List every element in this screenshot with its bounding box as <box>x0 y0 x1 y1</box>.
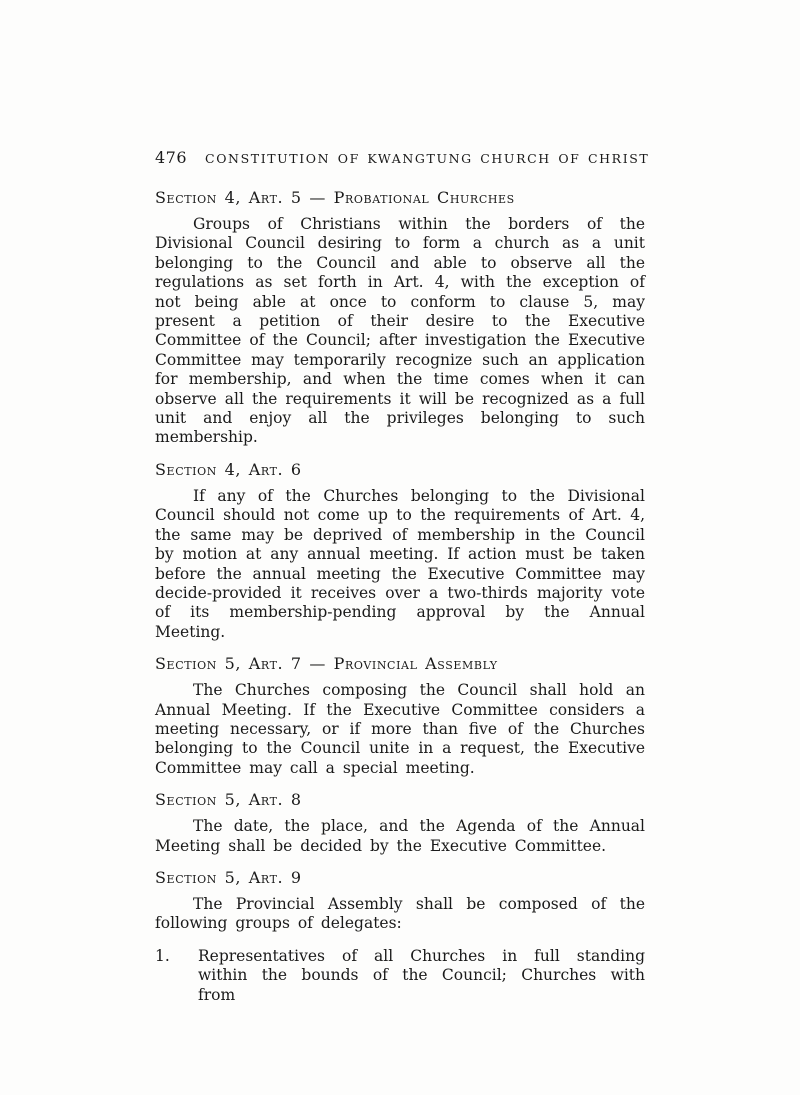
running-head <box>155 148 650 167</box>
section-5-art-9 <box>155 868 645 1005</box>
list-item-text: Representatives of all Churches in full standing within the bounds of the Council; Churches with from <box>198 946 645 1004</box>
section-4-art-6 <box>155 460 645 642</box>
section-5-art-8 <box>155 790 645 856</box>
section-5-art-7 <box>155 654 645 778</box>
list-item-number: 1. <box>155 946 170 965</box>
paragraph: The date, the place, and the Agenda of the Annual Meeting shall be decided by the Executive Committee. <box>155 817 645 855</box>
section-heading: Section 4, Art. 6 <box>155 459 302 479</box>
paragraph: The Provincial Assembly shall be composed of the following groups of delegates: <box>155 894 645 933</box>
section-4-art-5 <box>155 188 645 448</box>
running-title: CONSTITUTION OF KWANGTUNG CHURCH OF CHRIST <box>205 151 650 166</box>
page-number: 476 <box>155 148 188 167</box>
paragraph: If any of the Churches belonging to the Divisional Council should not come up to the requirements of Art. 4, the same may be deprived of membership in the Council by motion at any annual meeting. If action must be taken before the annual meeting the Executive Committee may decide-provided it receives over a two-thirds majority vote of its membership-pending approval by the Annual Meeting. <box>155 486 645 641</box>
section-heading: Section 5, Art. 7 — Provincial Assembly <box>155 654 498 674</box>
section-heading: Section 5, Art. 8 <box>155 790 302 810</box>
section-heading: Section 4, Art. 5 — Probational Churches <box>155 188 515 207</box>
list-item <box>155 947 645 1005</box>
text-block <box>155 148 650 1005</box>
paragraph: Groups of Christians within the borders of the Divisional Council desiring to form a church as a unit belonging to the Council and able to observe all the regulations as set forth in Art. 4, with the exception of not being able at once to conform to clause 5, may present a petition of their desire to the Executive Committee of the Council; after investigation the Executive Committee may temporarily recognize such an application for membership, and when the time comes when it can observe all the requirements it will be recognized as a full unit and enjoy all the privileges belonging to such membership. <box>155 215 645 447</box>
section-heading: Section 5, Art. 9 <box>155 867 302 887</box>
paragraph: The Churches composing the Council shall hold an Annual Meeting. If the Executive Committee considers a meeting necessary, or if more than five of the Churches belonging to the Council unite in a request, the Executive Committee may call a special meeting. <box>155 681 645 777</box>
